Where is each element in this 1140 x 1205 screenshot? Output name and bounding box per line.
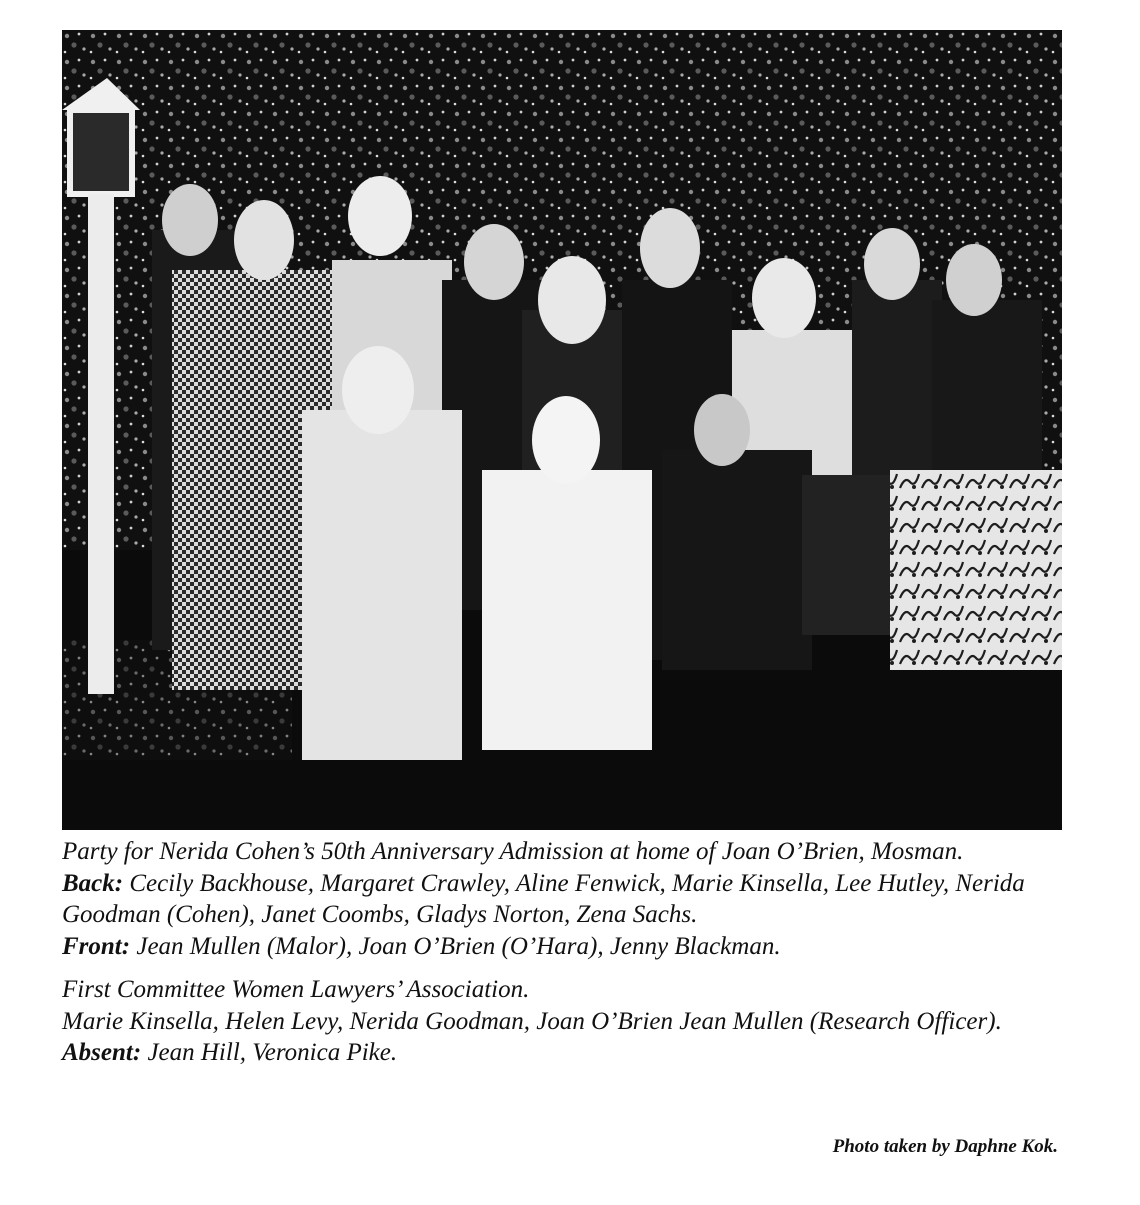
committee-title: First Committee Women Lawyers’ Association. xyxy=(62,976,530,1003)
back-names: Cecily Backhouse, Margaret Crawley, Aline Fenwick, Marie Kinsella, Lee Hutley, Nerida Goodman (Cohen), Janet Coombs, Gladys Norton, Zena Sachs. xyxy=(62,869,1025,928)
absent-label: Absent: xyxy=(62,1039,142,1066)
group-photo xyxy=(62,30,1062,830)
front-names: Jean Mullen (Malor), Joan O’Brien (O’Hara), Jenny Blackman. xyxy=(136,932,781,960)
photo-credit: Photo taken by Daphne Kok. xyxy=(832,1136,1058,1157)
caption-front-row xyxy=(62,931,1062,963)
absent-names: Jean Hill, Veronica Pike. xyxy=(147,1039,398,1066)
committee-names: Marie Kinsella, Helen Levy, Nerida Goodman, Joan O’Brien Jean Mullen (Research Officer). xyxy=(62,1007,1002,1035)
photo-caption xyxy=(62,836,1062,1069)
caption-title: Party for Nerida Cohen’s 50th Anniversary Admission at home of Joan O’Brien, Mosman. xyxy=(62,838,964,865)
group-photo-illustration xyxy=(62,30,1062,830)
caption-absent xyxy=(62,1037,1062,1069)
front-label: Front: xyxy=(62,932,131,960)
back-label: Back: xyxy=(62,869,124,897)
caption-back-row xyxy=(62,868,1062,931)
